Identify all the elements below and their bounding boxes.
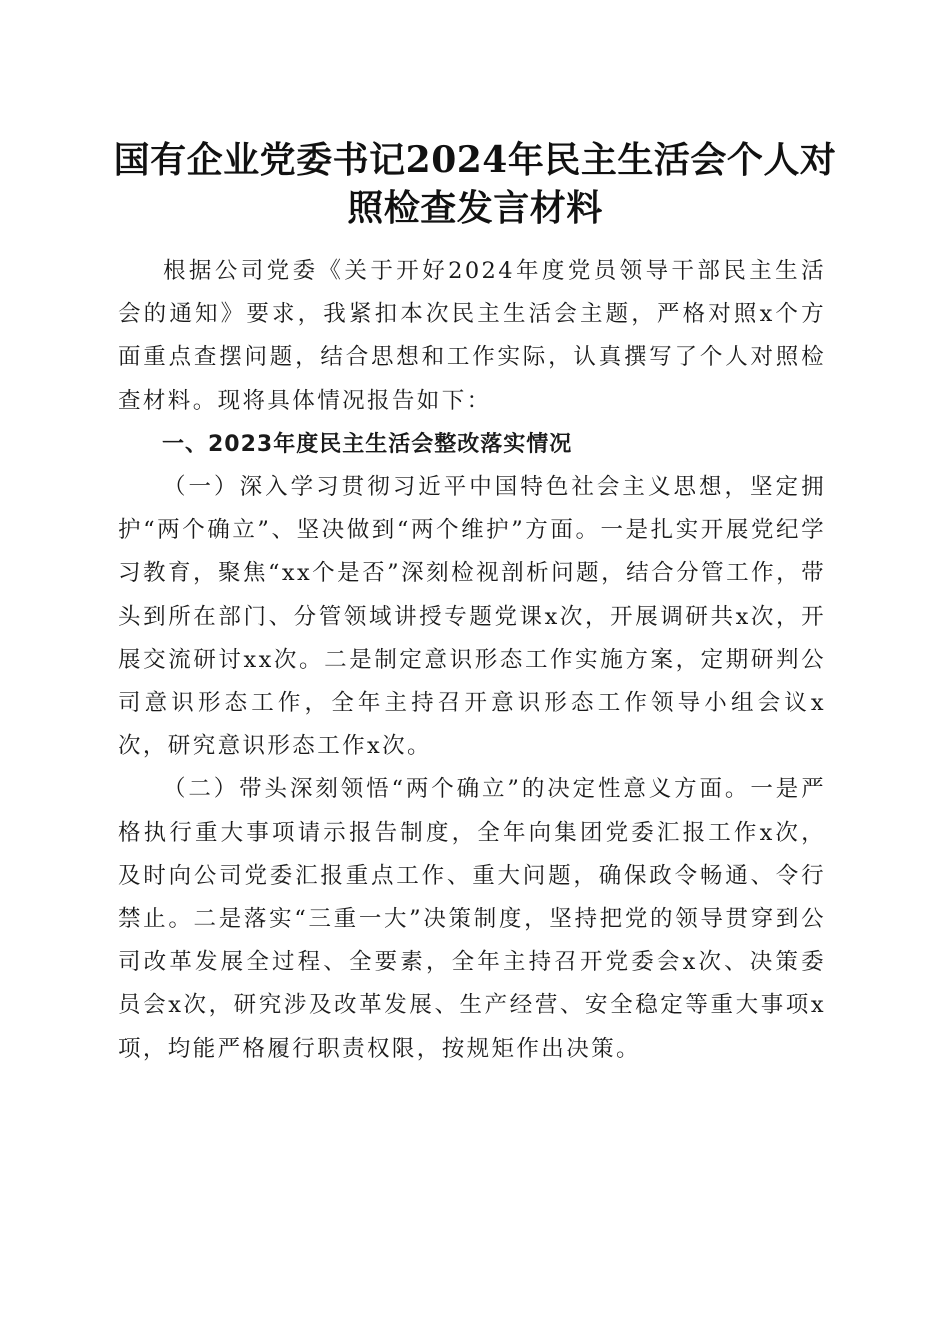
subsection-paragraph-1: （一）深入学习贯彻习近平中国特色社会主义思想，坚定拥护“两个确立”、坚决做到“两个维护”方面。一是扎实开展党纪学习教育，聚焦“xx个是否”深刻检视剖析问题，结合分管工作，带头到所在部门、分管领域讲授专题党课x次，开展调研共x次，开展交流研讨xx次。二是制定意识形态工作实施方案，定期研判公司意识形态工作，全年主持召开意识形态工作领导小组会议x次，研究意识形态工作x次。 [118,474,826,760]
subsection-paragraph-2: （二）带头深刻领悟“两个确立”的决定性意义方面。一是严格执行重大事项请示报告制度，全年向集团党委汇报工作x次，及时向公司党委汇报重点工作、重大问题，确保政令畅通、令行禁止。二是落实“三重一大”决策制度，坚持把党的领导贯穿到公司改革发展全过程、全要素，全年主持召开党委会x次、决策委员会x次，研究涉及改革发展、生产经营、安全稳定等重大事项x项，均能严格履行职责权限，按规矩作出决策。 [118,776,826,1062]
document-body [118,250,826,1071]
title-line-2: 照检查发言材料 [347,187,603,229]
document-title [110,136,840,232]
title-line-1: 国有企业党委书记2024年民主生活会个人对 [113,139,837,181]
intro-paragraph: 根据公司党委《关于开好2024年度党员领导干部民主生活会的通知》要求，我紧扣本次民主生活会主题，严格对照x个方面重点查摆问题，结合思想和工作实际，认真撰写了个人对照检查材料。现将具体情况报告如下： [118,258,826,414]
section-heading-1: 一、2023年度民主生活会整改落实情况 [162,431,573,457]
